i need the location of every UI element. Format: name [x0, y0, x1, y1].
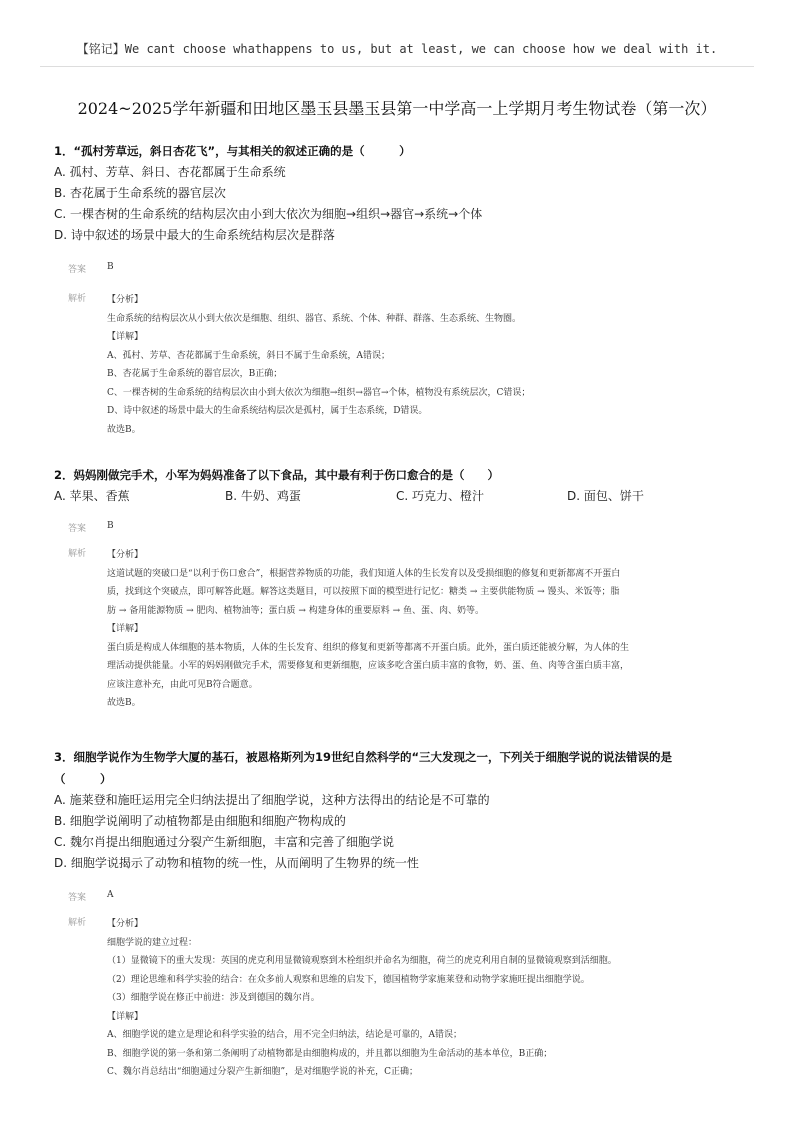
option-a: A. 苹果、香蕉	[54, 489, 130, 503]
option-b: B. 杏花属于生命系统的器官层次	[54, 186, 226, 200]
question-stem-continued: （ ）	[54, 772, 112, 786]
answer-value: A	[107, 890, 114, 900]
analysis-text	[107, 291, 754, 439]
question-2	[54, 464, 754, 713]
option-c: C. 巧克力、橙汁	[396, 489, 485, 503]
analysis-label: 解析	[68, 294, 87, 304]
analysis-label: 解析	[68, 918, 87, 928]
analysis-line: 【详解】	[107, 1011, 144, 1022]
analysis-line: B、细胞学说的第一条和第二条阐明了动植物都是由细胞构成的，并且都以细胞为生命活动的基本单位，B正确；	[107, 1048, 553, 1059]
option-c: C. 魏尔肖提出细胞通过分裂产生新细胞，丰富和完善了细胞学说	[54, 835, 395, 849]
analysis-line: C、一棵杏树的生命系统的结构层次由小到大依次为细胞→组织→器官→个体，植物没有系统层次，C错误；	[107, 387, 531, 398]
option-c: C. 一棵杏树的生命系统的结构层次由小到大依次为细胞→组织→器官→系统→个体	[54, 207, 483, 221]
analysis-line: （1）显微镜下的重大发现：英国的虎克利用显微镜观察到木栓组织并命名为细胞，荷兰的虎克利用自制的显微镜观察到活细胞。	[107, 956, 617, 966]
option-a: A. 孤村、芳草、斜日、杏花都属于生命系统	[54, 165, 286, 179]
question-stem: 2．妈妈刚做完手术，小军为妈妈准备了以下食品，其中最有利于伤口愈合的是（ ）	[54, 468, 499, 482]
answer-label: 答案	[68, 524, 87, 534]
analysis-line: B、杏花属于生命系统的器官层次，B正确；	[107, 369, 283, 379]
question-1	[54, 140, 754, 439]
analysis-line: 应该注意补充，由此可见B符合题意。	[107, 679, 258, 690]
answer-value: B	[107, 262, 114, 272]
analysis-line: 【详解】	[107, 332, 144, 342]
analysis-line: （2）理论思维和科学实验的结合：在众多前人观察和思维的启发下，德国植物学家施莱登和动物学家施旺提出细胞学说。	[107, 974, 590, 985]
answer-row	[54, 262, 754, 275]
analysis-label: 解析	[68, 549, 87, 559]
option-b: B. 牛奶、鸡蛋	[225, 489, 301, 503]
analysis-text	[107, 915, 754, 1082]
analysis-line: A、孤村、芳草、杏花都属于生命系统，斜日不属于生命系统，A错误；	[107, 350, 391, 361]
analysis-line: 故选B。	[107, 698, 141, 708]
option-d: D. 面包、饼干	[567, 489, 644, 503]
question-stem: 1．“孤村芳草远，斜日杏花飞”，与其相关的叙述正确的是（ ）	[54, 144, 411, 158]
analysis-text	[107, 546, 754, 713]
analysis-line: 细胞学说的建立过程：	[107, 937, 198, 948]
analysis-row	[54, 915, 754, 1082]
analysis-line: 理活动提供能量。小军的妈妈刚做完手术，需要修复和更新细胞，应该多吃含蛋白质丰富的食物，奶、蛋、鱼、肉等含蛋白质丰富，	[107, 661, 630, 671]
analysis-line: D、诗中叙述的场景中最大的生命系统结构层次是孤村，属于生态系统，D错误。	[107, 406, 428, 416]
options-row	[54, 486, 754, 507]
answer-label: 答案	[68, 265, 87, 275]
option-b: B. 细胞学说阐明了动植物都是由细胞和细胞产物构成的	[54, 814, 346, 828]
analysis-line: C、魏尔肖总结出“细胞通过分裂产生新细胞”，是对细胞学说的补充，C正确；	[107, 1067, 418, 1077]
answer-label: 答案	[68, 893, 87, 903]
analysis-line: 【分析】	[107, 295, 144, 305]
analysis-row	[54, 546, 754, 713]
answer-row	[54, 890, 754, 903]
answer-value: B	[107, 521, 114, 531]
header-divider	[40, 66, 754, 67]
option-a: A. 施莱登和施旺运用完全归纳法提出了细胞学说，这种方法得出的结论是不可靠的	[54, 793, 490, 807]
analysis-line: 【详解】	[107, 624, 144, 634]
analysis-line: （3）细胞学说在修正中前进：涉及到德国的魏尔肖。	[107, 993, 320, 1003]
option-d: D. 细胞学说揭示了动物和植物的统一性，从而阐明了生物界的统一性	[54, 856, 419, 870]
answer-row	[54, 521, 754, 534]
analysis-line: 质，找到这个突破点，即可解答此题。解答这类题目，可以按照下面的模型进行记忆：糖类 → 主要供能物质 → 馒头、米饭等；脂	[107, 587, 620, 597]
analysis-line: A、细胞学说的建立是理论和科学实验的结合，用不完全归纳法，结论是可靠的，A错误；	[107, 1030, 463, 1040]
analysis-line: 生命系统的结构层次从小到大依次是细胞、组织、器官、系统、个体、种群、群落、生态系统、生物圈。	[107, 313, 522, 324]
page-title: 2024~2025学年新疆和田地区墨玉县墨玉县第一中学高一上学期月考生物试卷（第一次）	[77, 99, 717, 118]
analysis-line: 肪 → 备用能源物质 → 肥肉、植物油等；蛋白质 → 构建身体的重要原料 → 鱼、蛋、肉、奶等。	[107, 605, 485, 616]
analysis-line: 【分析】	[107, 919, 144, 929]
question-stem: 3．细胞学说作为生物学大厦的基石，被恩格斯列为19世纪自然科学的“三大发现之一，下列关于细胞学说的说法错误的是	[54, 750, 673, 764]
analysis-line: 蛋白质是构成人体细胞的基本物质，人体的生长发育、组织的修复和更新等都离不开蛋白质。此外，蛋白质还能被分解，为人体的生	[107, 642, 630, 653]
analysis-line: 【分析】	[107, 550, 144, 560]
analysis-line: 故选B。	[107, 424, 141, 435]
header-motto: 【铭记】We cant choose whathappens to us, but at least, we can choose how we deal with it.	[76, 42, 718, 56]
option-d: D. 诗中叙述的场景中最大的生命系统结构层次是群落	[54, 228, 335, 242]
analysis-row	[54, 291, 754, 439]
analysis-line: 这道试题的突破口是“以利于伤口愈合”，根据营养物质的功能，我们知道人体的生长发育以及受损细胞的修复和更新都离不开蛋白	[107, 568, 621, 579]
question-3	[54, 746, 754, 1082]
